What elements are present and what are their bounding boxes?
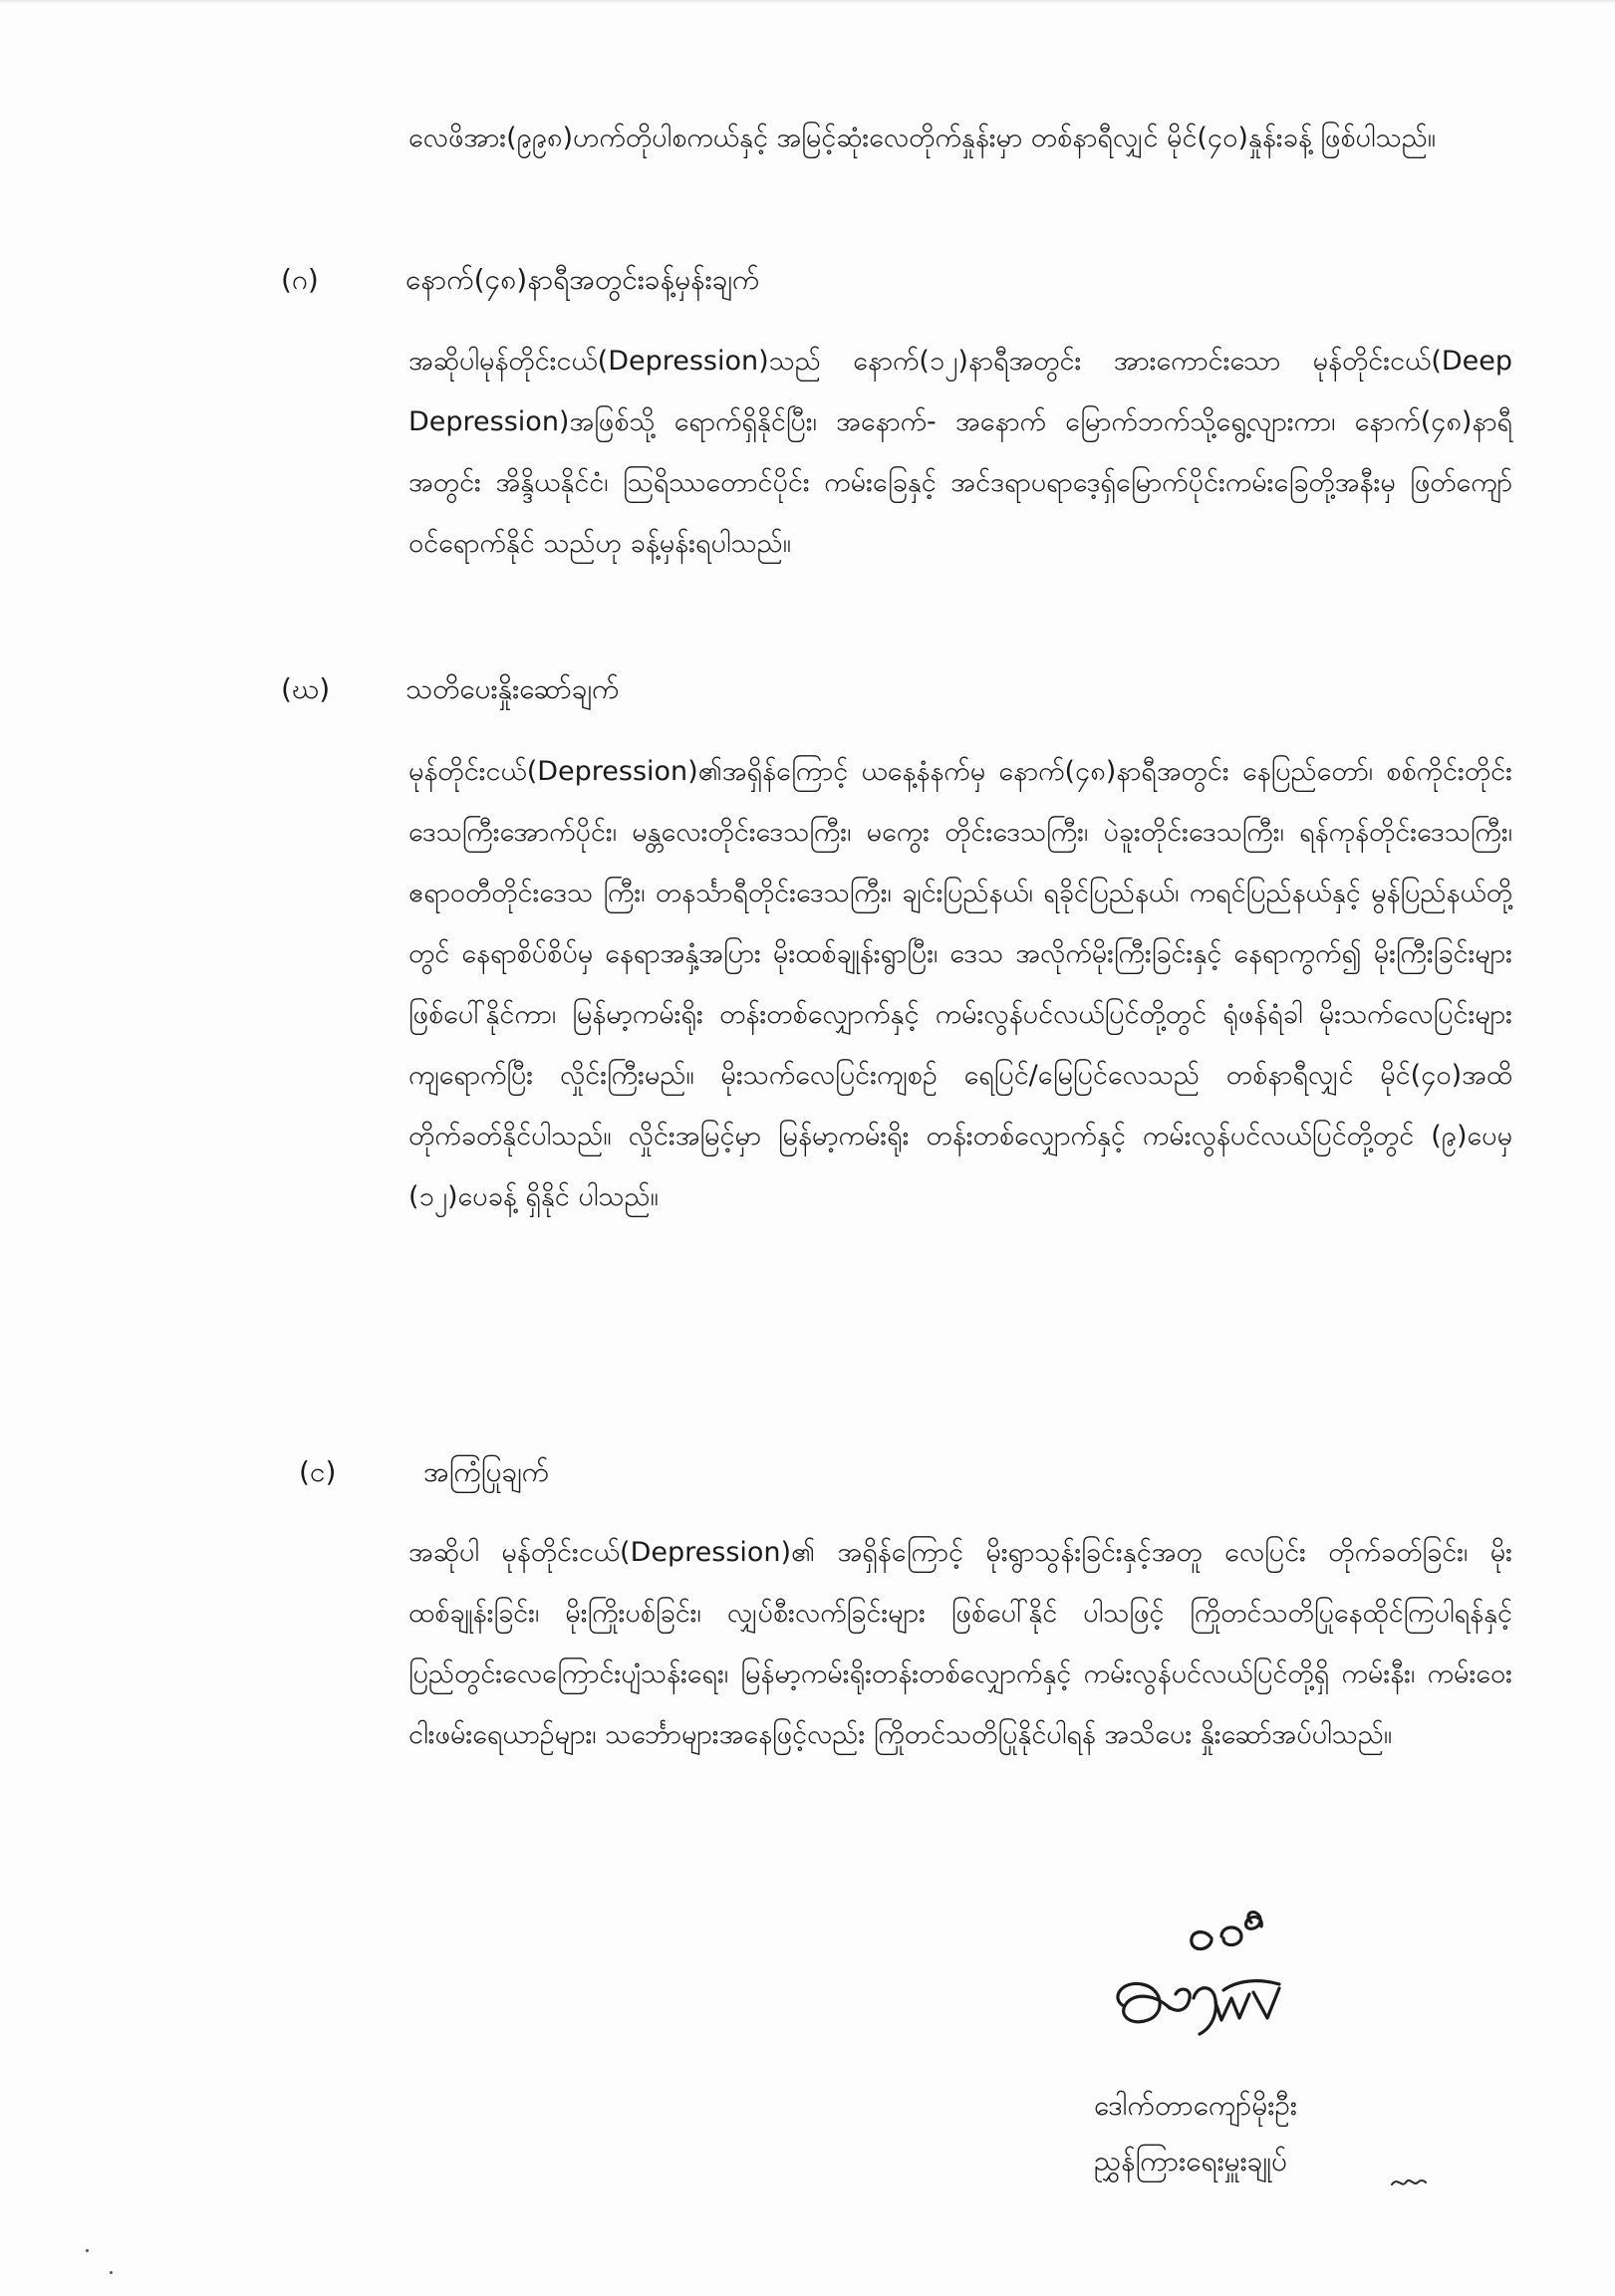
section-number: (ဃ) [281,672,331,705]
section-heading-advice [299,1447,996,1497]
section-number: (င) [299,1455,337,1488]
section-title: နောက်(၄၈)နာရီအတွင်းခန့်မှန်းချက် [405,263,760,296]
signatory-name: ဒေါက်တာကျော်မိုးဦး [1094,2089,1298,2122]
handwritten-signature [1104,1911,1333,2060]
section-title: သတိပေးနှိုးဆော်ချက် [405,672,620,705]
section-title: အကြံပြုချက် [423,1455,550,1488]
intro-paragraph: လေဖိအား(၉၉၈)ဟက်တိုပါစကယ်နှင့် အမြင့်ဆုံးလေတိုက်နှုန်းမှာ တစ်နာရီလျှင် မိုင်(၄၀)နှုန်းခန့် ဖြစ်ပါသည်။ [408,123,1436,153]
initial-mark [1390,2174,1428,2190]
signatory-title: ညွှန်ကြားရေးမှူးချုပ် [1094,2145,1287,2177]
scan-speck [110,2271,113,2274]
section-heading-warning [281,664,978,714]
scan-speck [86,2249,89,2252]
scan-top-edge [0,0,1615,4]
warning-paragraph: မုန်တိုင်းငယ်(Depression)၏အရှိန်ကြောင့် ယနေ့နံနက်မှ နောက်(၄၈)နာရီအတွင်း နေပြည်တော်၊ စစ်ကိုင်းတိုင်းဒေသကြီးအောက်ပိုင်း၊ မန္တလေးတိုင်းဒေသကြီး၊ မကွေး တိုင်းဒေသကြီး၊ ပဲခူးတိုင်းဒေသကြီး၊ ရန်ကုန်တိုင်းဒေသကြီး၊ ဧရာဝတီတိုင်းဒေသ ကြီး၊ တနင်္သာရီတိုင်းဒေသကြီး၊ ချင်းပြည်နယ်၊ ရခိုင်ပြည်နယ်၊ ကရင်ပြည်နယ်နှင့် မွန်ပြည်နယ်တို့တွင် နေရာစိပ်စိပ်မှ နေရာအနှံ့အပြား မိုးထစ်ချုန်းရွာပြီး၊ ဒေသ အလိုက်မိုးကြီးခြင်းနှင့် နေရာကွက်၍ မိုးကြီးခြင်းများ ဖြစ်ပေါ်နိုင်ကာ၊ မြန်မာ့ကမ်းရိုး တန်းတစ်လျှောက်နှင့် ကမ်းလွန်ပင်လယ်ပြင်တို့တွင် ရုံဖန်ရံခါ မိုးသက်လေပြင်းများ ကျရောက်ပြီး လှိုင်းကြီးမည်။ မိုးသက်လေပြင်းကျစဉ် ရေပြင်/မြေပြင်လေသည် တစ်နာရီလျှင် မိုင်(၄၀)အထိ တိုက်ခတ်နိုင်ပါသည်။ လှိုင်းအမြင့်မှာ မြန်မာ့ကမ်းရိုး တန်းတစ်လျှောက်နှင့် ကမ်းလွန်ပင်လယ်ပြင်တို့တွင် (၉)ပေမှ (၁၂)ပေခန့် ရှိနိုင် ပါသည်။ [408,756,1512,1212]
section-number: (ဂ) [281,263,319,296]
section-heading-forecast [281,255,978,305]
advice-paragraph: အဆိုပါ မုန်တိုင်းငယ်(Depression)၏ အရှိန်ကြောင့် မိုးရွာသွန်းခြင်းနှင့်အတူ လေပြင်း တိုက်ခတ်ခြင်း၊ မိုးထစ်ချုန်းခြင်း၊ မိုးကြိုးပစ်ခြင်း၊ လျှပ်စီးလက်ခြင်းများ ဖြစ်ပေါ်နိုင် ပါသဖြင့် ကြိုတင်သတိပြုနေထိုင်ကြပါရန်နှင့် ပြည်တွင်းလေကြောင်းပျံသန်းရေး၊ မြန်မာ့ကမ်းရိုးတန်းတစ်လျှောက်နှင့် ကမ်းလွန်ပင်လယ်ပြင်တို့ရှိ ကမ်းနီး၊ ကမ်းဝေး ငါးဖမ်းရေယာဉ်များ၊ သင်္ဘောများအနေဖြင့်လည်း ကြိုတင်သတိပြုနိုင်ပါရန် အသိပေး နှိုးဆော်အပ်ပါသည်။ [408,1537,1512,1750]
forecast-paragraph: အဆိုပါမုန်တိုင်းငယ်(Depression)သည် နောက်(၁၂)နာရီအတွင်း အားကောင်းသော မုန်တိုင်းငယ်(Deep Depression)အဖြစ်သို့ ရောက်ရှိနိုင်ပြီး၊ အနောက်- အနောက် မြောက်ဘက်သို့ရွေ့လျားကာ၊ နောက်(၄၈)နာရီအတွင်း အိန္ဒိယနိုင်ငံ၊ ဩရိဿတောင်ပိုင်း ကမ်းခြေနှင့် အင်ဒရာပရာဒေ့ရှ်မြောက်ပိုင်းကမ်းခြေတို့အနီးမှ ဖြတ်ကျော်ဝင်ရောက်နိုင် သည်ဟု ခန့်မှန်းရပါသည်။ [408,346,1512,559]
